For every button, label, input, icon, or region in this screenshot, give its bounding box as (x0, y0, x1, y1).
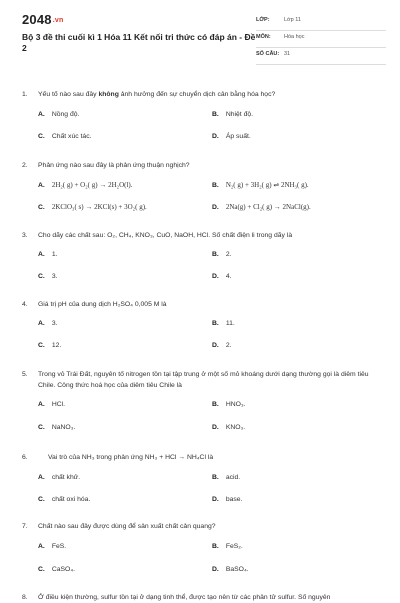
option-b[interactable]: B. N₂( g) + 3H₂( g) ⇌ 2NH₃( g). (212, 181, 309, 189)
option-text: 2Na(g) + Cl₂( g) → 2NaCl(g). (225, 203, 311, 211)
meta-label: LỚP: (256, 17, 270, 23)
option-d[interactable]: D. BaSO₄. (212, 566, 249, 573)
question-text: Phản ứng nào sau đây là phản ứng thuận nghịch? (38, 162, 190, 169)
meta-value: Lớp 11 (284, 17, 301, 23)
option-text: CaSO₄. (51, 566, 75, 573)
option-text: 12. (51, 342, 62, 349)
option-text: acid. (225, 474, 241, 481)
option-d[interactable]: D. Áp suất. (212, 133, 251, 140)
option-d[interactable]: D. 4. (212, 273, 232, 280)
option-a[interactable]: A. 3. (38, 320, 58, 327)
question-text: Trong vỏ Trái Đất, nguyên tố nitrogen tồn tại tập trung ở một số mỏ khoáng dưới dạng thường gọi là diêm tiêu Chile. Công thức hoá học của diêm tiêu Chile là (38, 371, 369, 389)
option-text: 1. (51, 251, 58, 258)
question-number: 8. (22, 594, 28, 601)
option-text: 3. (51, 273, 58, 280)
option-text: FeS. (51, 543, 67, 550)
meta-label: SỐ CÂU: (256, 51, 280, 57)
option-text: KNO₃. (225, 424, 246, 431)
option-text: 2H₂( g) + O₂( g) → 2H₂O(l). (51, 181, 133, 189)
question-number: 1. (22, 91, 28, 98)
meta-row-subject (256, 31, 386, 48)
option-text: 4. (225, 273, 232, 280)
question-text-emphasis: không (98, 91, 119, 98)
logo-suffix: .vn (52, 17, 64, 24)
question-text: Vai trò của NH₃ trong phản ứng NH₃ + HCl → NH₄Cl là (48, 454, 214, 461)
option-a[interactable]: A. 1. (38, 251, 58, 258)
option-a[interactable]: A. HCl. (38, 401, 66, 408)
logo-text: 2048 (22, 12, 52, 27)
option-text: Nhiệt độ. (225, 111, 254, 118)
option-b[interactable]: B. FeS₂. (212, 543, 243, 550)
question-number: 3. (22, 232, 28, 239)
question-number: 2. (22, 162, 28, 169)
option-text: chất khử. (51, 474, 81, 481)
question-text-part: ảnh hưởng đến sự chuyển dịch cân bằng hóa học? (118, 91, 276, 98)
option-c[interactable]: C. 2KClO₃( s) → 2KCl(s) + 3O₂( g). (38, 203, 147, 211)
option-c[interactable]: C. 3. (38, 273, 58, 280)
option-text: 11. (225, 320, 235, 327)
document-title: Bộ 3 đề thi cuối kì 1 Hóa 11 Kết nối tri thức có đáp án - Đề 2 (22, 32, 256, 53)
option-text: Áp suất. (225, 133, 251, 140)
option-d[interactable]: D. 2Na(g) + Cl₂( g) → 2NaCl(g). (212, 203, 311, 211)
option-b[interactable]: B. HNO₃. (212, 401, 246, 408)
option-text: base. (225, 496, 243, 503)
meta-value: 31 (284, 51, 291, 57)
meta-value: Hóa học (284, 34, 305, 40)
option-text: Nồng độ. (51, 111, 80, 118)
option-text: Chất xúc tác. (51, 133, 92, 140)
option-a[interactable]: A. chất khử. (38, 474, 81, 481)
option-b[interactable]: B. Nhiệt độ. (212, 111, 254, 118)
option-text: 2KClO₃( s) → 2KCl(s) + 3O₂( g). (51, 203, 147, 211)
option-d[interactable]: D. base. (212, 496, 243, 503)
question-text: Giá trị pH của dung dịch H₂SO₄ 0,005 M là (38, 301, 167, 308)
option-c[interactable]: C. Chất xúc tác. (38, 133, 92, 140)
option-text: HNO₃. (225, 401, 246, 408)
option-c[interactable]: C. chất oxi hóa. (38, 496, 91, 503)
option-text: chất oxi hóa. (51, 496, 91, 503)
option-d[interactable]: D. KNO₃. (212, 424, 246, 431)
option-text: NaNO₃. (51, 424, 76, 431)
meta-row-class (256, 14, 386, 31)
option-c[interactable]: C. 12. (38, 342, 62, 349)
question-text-part: Yếu tố nào sau đây (38, 91, 99, 98)
option-a[interactable]: A. 2H₂( g) + O₂( g) → 2H₂O(l). (38, 181, 133, 189)
question-text: Chất nào sau đây được dùng để sản xuất chất cản quang? (38, 523, 216, 530)
site-logo[interactable] (22, 12, 63, 27)
question-number: 5. (22, 371, 28, 378)
option-c[interactable]: C. CaSO₄. (38, 566, 75, 573)
option-b[interactable]: B. acid. (212, 474, 241, 481)
option-text: FeS₂. (225, 543, 243, 550)
option-text: HCl. (51, 401, 66, 408)
question-text (38, 89, 383, 100)
option-text: BaSO₄. (225, 566, 249, 573)
question-text: Cho dãy các chất sau: O₂, CH₄, KNO₃, CuO, NaOH, HCl. Số chất điện li trong dãy là (38, 232, 293, 239)
option-d[interactable]: D. 2. (212, 342, 232, 349)
option-b[interactable]: B. 2. (212, 251, 232, 258)
option-text: 2. (225, 342, 232, 349)
option-text: 3. (51, 320, 58, 327)
question-number: 6. (22, 454, 28, 461)
meta-label: MÔN: (256, 34, 271, 40)
question-number: 4. (22, 301, 28, 308)
meta-panel (256, 14, 386, 65)
option-text: N₂( g) + 3H₂( g) ⇌ 2NH₃( g). (225, 181, 309, 189)
meta-row-count (256, 48, 386, 65)
option-a[interactable]: A. FeS. (38, 543, 67, 550)
option-a[interactable]: A. Nồng độ. (38, 111, 80, 118)
option-text: 2. (225, 251, 232, 258)
question-text: Ở điều kiện thường, sulfur tồn tại ở dạng tinh thể, được tạo nên từ các phân tử sulfur. Số nguyên (38, 594, 331, 601)
question-number: 7. (22, 523, 28, 530)
page-header (0, 0, 400, 64)
option-c[interactable]: C. NaNO₃. (38, 424, 76, 431)
option-b[interactable]: B. 11. (212, 320, 235, 327)
